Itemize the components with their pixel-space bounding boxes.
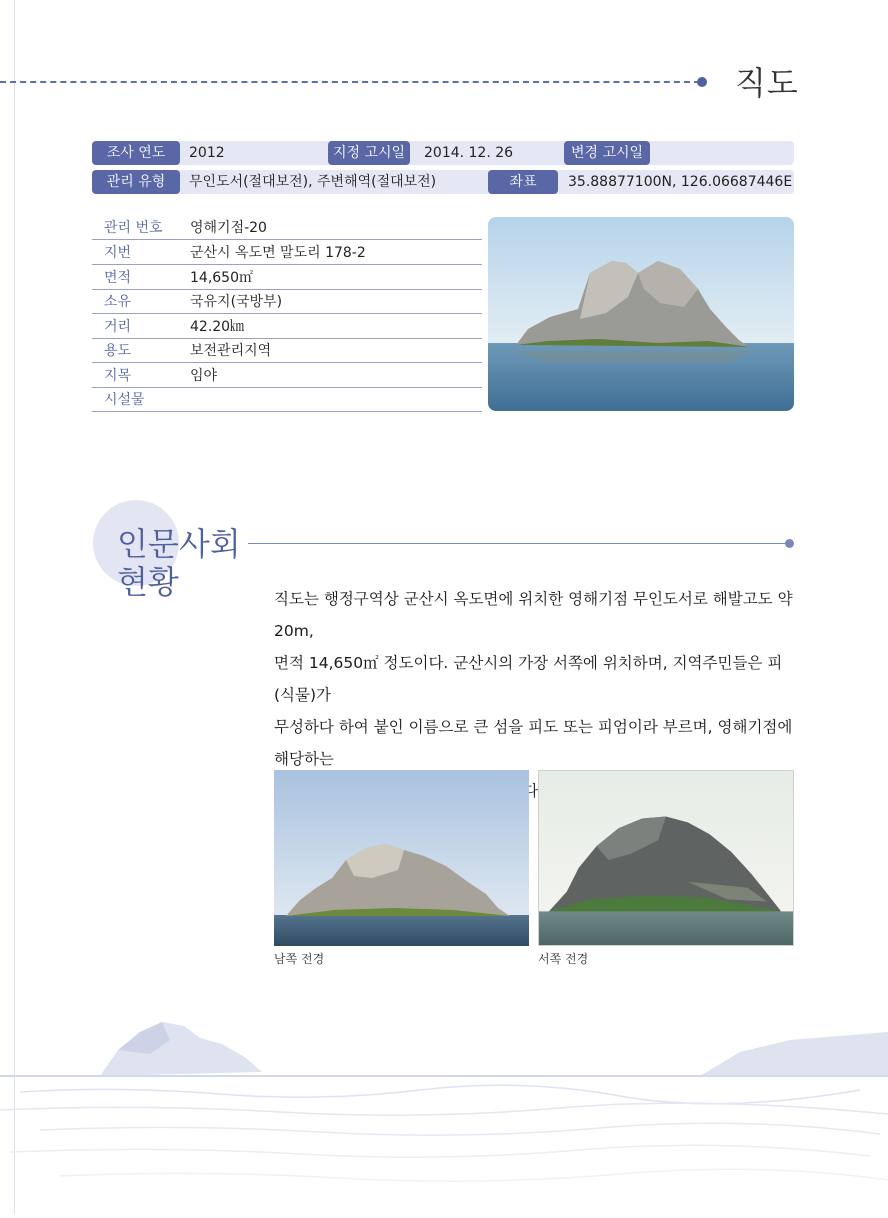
detail-row bbox=[92, 240, 482, 265]
section-divider-dot bbox=[785, 539, 794, 548]
management-type-label: 관리 유형 bbox=[92, 170, 180, 194]
title-dashed-line bbox=[0, 81, 700, 83]
body-line: 무성하다 하여 붙인 이름으로 큰 섬을 피도 또는 피엄이라 부르며, 영해기점에 해당하는 bbox=[274, 718, 793, 768]
info-row-1 bbox=[92, 141, 794, 165]
detail-value: 42.20㎞ bbox=[190, 319, 245, 335]
info-row-2 bbox=[92, 170, 794, 194]
south-view-photo bbox=[274, 770, 529, 946]
detail-label: 면적 bbox=[104, 270, 132, 286]
section-title-line-2: 현황 bbox=[117, 563, 179, 601]
detail-row bbox=[92, 289, 482, 314]
detail-row bbox=[92, 215, 482, 240]
title-bullet-dot bbox=[697, 77, 707, 87]
detail-row bbox=[92, 363, 482, 388]
designation-label: 지정 고시일 bbox=[328, 141, 410, 165]
page-title: 직도 bbox=[735, 64, 799, 102]
detail-label: 관리 번호 bbox=[104, 220, 163, 236]
section-divider-line bbox=[248, 543, 788, 544]
detail-value: 국유지(국방부) bbox=[190, 294, 283, 310]
west-view-caption: 서쪽 전경 bbox=[538, 952, 589, 966]
management-type-value: 무인도서(절대보전), 주변해역(절대보전) bbox=[189, 174, 437, 190]
detail-row bbox=[92, 338, 482, 363]
change-label: 변경 고시일 bbox=[564, 141, 650, 165]
detail-label: 지목 bbox=[104, 368, 132, 384]
detail-row bbox=[92, 265, 482, 290]
coord-label: 좌표 bbox=[488, 170, 558, 194]
detail-value: 군산시 옥도면 말도리 178-2 bbox=[190, 245, 366, 261]
south-view-caption: 남쪽 전경 bbox=[274, 952, 325, 966]
section-title-line-1: 인문사회 bbox=[117, 525, 241, 563]
detail-row bbox=[92, 314, 482, 339]
detail-label: 거리 bbox=[104, 319, 132, 335]
detail-row bbox=[92, 387, 482, 412]
decorative-sea-illustration bbox=[0, 1010, 888, 1214]
detail-label: 용도 bbox=[104, 343, 132, 359]
section-title bbox=[117, 525, 241, 601]
detail-value: 보전관리지역 bbox=[190, 343, 272, 359]
body-line: 직도는 행정구역상 군산시 옥도면에 위치한 영해기점 무인도서로 해발고도 약 20m, bbox=[274, 590, 793, 640]
island-main-photo bbox=[488, 217, 794, 411]
detail-label: 시설물 bbox=[104, 392, 145, 408]
body-line: 면적 14,650㎡ 정도이다. 군산시의 가장 서쪽에 위치하며, 지역주민들은 피(식물)가 bbox=[274, 654, 783, 704]
designation-value: 2014. 12. 26 bbox=[424, 145, 514, 161]
west-view-photo bbox=[538, 770, 794, 946]
detail-value: 임야 bbox=[190, 368, 218, 384]
detail-value: 14,650㎡ bbox=[190, 270, 253, 286]
detail-value: 영해기점-20 bbox=[190, 220, 267, 236]
survey-year-label: 조사 연도 bbox=[92, 141, 180, 165]
survey-year-value: 2012 bbox=[189, 145, 225, 161]
coord-value: 35.88877100N, 126.06687446E bbox=[568, 174, 793, 190]
detail-label: 소유 bbox=[104, 294, 132, 310]
detail-label: 지번 bbox=[104, 245, 132, 261]
